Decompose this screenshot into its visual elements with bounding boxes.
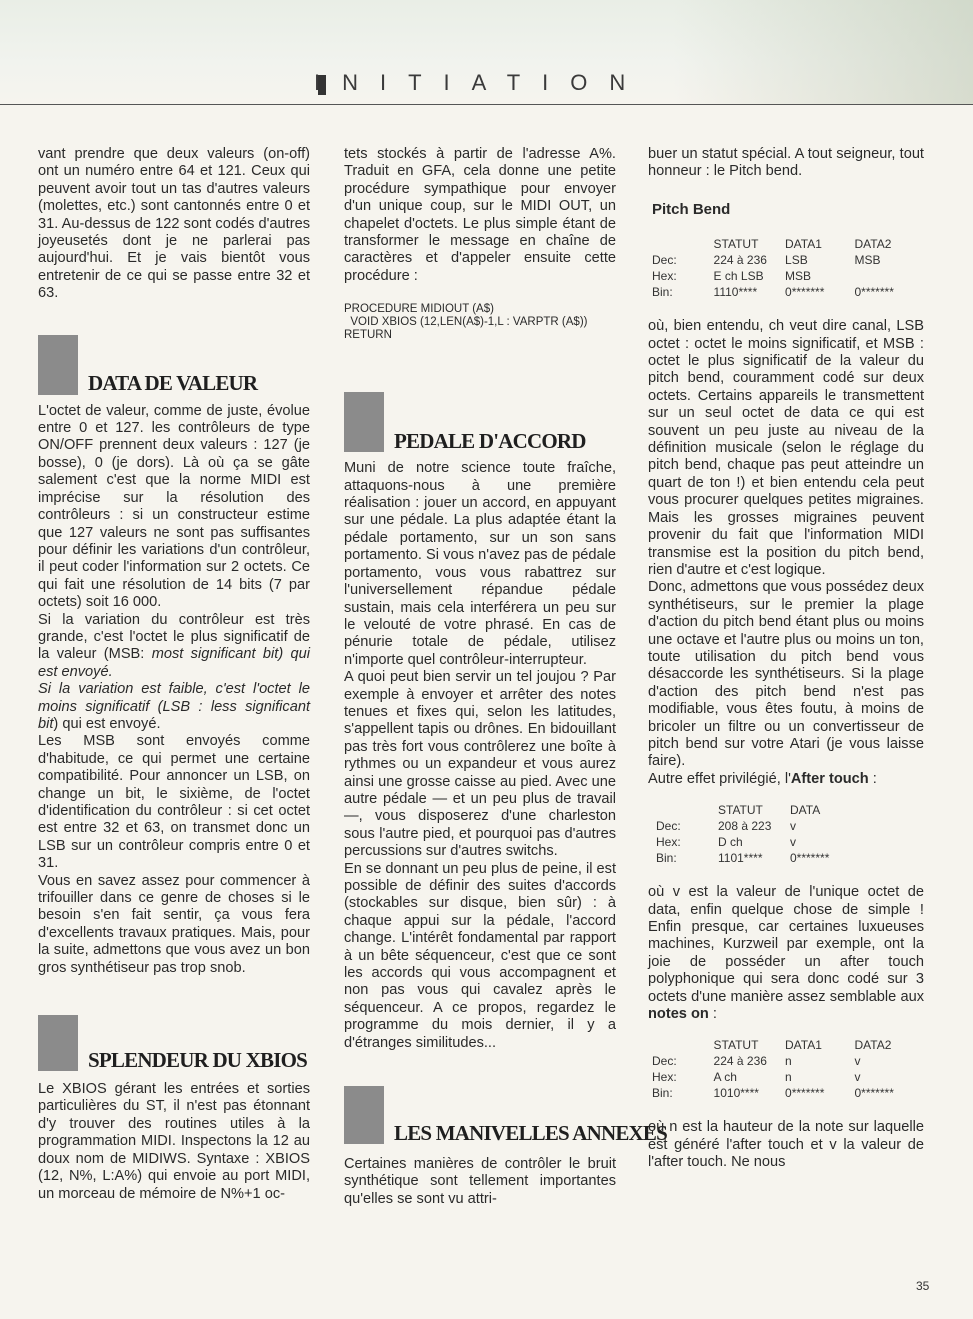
table-cell: STATUT (713, 237, 759, 252)
heading-title: SPLENDEUR DU XBIOS (88, 1047, 307, 1072)
table-row (656, 818, 924, 834)
table-cell: v (790, 835, 796, 850)
table-header-row (656, 802, 924, 818)
paragraph: où, bien entendu, ch veut dire canal, LSB octet : octet le moins significatif, et MSB : octet le plus significatif de la valeur du pitch bend, couramment codé sur deux octets. Certains appareils le transmettent sur un seul octet de data ce qui est souvent un peu juste au niveau de la définition musicale (selon le réglage du pitch bend, chaque pas peut atteindre un quart de ton !) et bien entendu cela peut vous procurer quelques petites migraines. Mais les grosses migraines peuvent provenir du fait que l'information MIDI transmise est la position du pitch bend, rien d'autre et c'est logique. (648, 318, 924, 578)
table-cell (652, 1037, 714, 1053)
table-cell: v (854, 1070, 861, 1085)
paragraph: En se donnant un peu plus de peine, il est possible de définir des suites d'accords (stockables sur disque, bien sûr) : à chaque appui sur la pédale, l'accord change. L'intérêt fondamental par rapport à un bête séquenceur, c'est que ce sont les accords qui vous accompagnent et non pas vous qui cavalez après le séquenceur. A ce propos, regardez le programme du mois dernier, il y a d'étranges similitudes... (344, 860, 616, 1051)
header-rule (0, 104, 973, 105)
table-cell: 208 à 223 (718, 819, 772, 834)
table-cell: MSB (785, 269, 812, 284)
section-heading (38, 325, 310, 395)
paragraph (648, 884, 924, 1023)
table-cell: 0******* (785, 1086, 825, 1101)
paragraph (38, 612, 310, 682)
table-row (652, 284, 924, 300)
table-row (652, 268, 924, 284)
status-table (656, 802, 924, 866)
table-row (656, 850, 924, 866)
heading-title: DATA DE VALEUR (88, 371, 258, 396)
heading-block (344, 392, 384, 452)
table-cell (855, 268, 924, 284)
table-cell: Hex: (652, 269, 677, 284)
heading-block (344, 1086, 384, 1144)
table-cell: 224 à 236 (713, 1054, 767, 1069)
text-span: : (868, 770, 877, 787)
table-cell: 1010**** (713, 1086, 759, 1101)
heading-title: LES MANIVELLES ANNEXES (394, 1120, 667, 1145)
table-cell: 0******* (785, 285, 825, 300)
table-cell: 0******* (790, 851, 830, 866)
subheading: Pitch Bend (652, 200, 731, 218)
table-cell: n (785, 1070, 792, 1085)
section-heading (38, 1001, 310, 1071)
column-3 (648, 146, 924, 1172)
column-1 (38, 146, 310, 1203)
heading-block (38, 335, 78, 395)
table-header-row (652, 236, 924, 252)
paragraph: Vous en savez assez pour commencer à trifouiller dans ce genre de choses si le besoin s'en fait sentir, ça vous fera d'excellents travaux pratiques. Mais, pour la suite, admettons que vous avez un bon gros synthétiseur pas trop snob. (38, 872, 310, 976)
table-cell: 224 à 236 (713, 253, 767, 268)
text-bold: notes on (648, 1006, 709, 1023)
table-cell: E ch LSB (713, 269, 764, 284)
table-cell: 0******* (854, 285, 894, 300)
table-cell: 1110**** (713, 285, 758, 300)
paragraph: où n est la hauteur de la note sur laquelle est généré l'after touch et v la valeur de l'after touch. Ne nous (648, 1119, 924, 1171)
table-row (652, 252, 924, 268)
text-span: Si la variation du contrôleur est très grande, c'est l'octet le plus significatif de la valeur (MSB: (38, 611, 310, 663)
table-row (656, 834, 924, 850)
status-table (652, 236, 924, 300)
text-bold: After touch (790, 770, 869, 787)
paragraph: Les MSB sont envoyés comme d'habitude, ce qui permet une certaine compatibilité. Pour annoncer un LSB, on change un bit, le sixième, de l'octet d'identification du contrôleur : si cet octet est entre 32 et 63, on transmet donc un LSB sur un contrôleur compris entre 0 et 31. (38, 733, 310, 872)
text-italic: most significant bit) qui est envoyé. (38, 646, 310, 680)
table-cell: Dec: (656, 819, 681, 834)
table-row (652, 1053, 924, 1069)
paragraph: A quoi peut bien servir un tel joujou ? Par exemple à envoyer et arrêter des notes tenues et fixes qui, selon les latitudes, s'appellent tapis ou drônes. En bidouillant pas très fort vous contrôlerez une boîte à rythmes ou un expandeur et vous aurez ainsi une grosse caisse au pied. Avec une autre pédale — et un peu plus de travail —, vous disposerez d'une charleston sous l'autre pied, et pourquoi pas d'autres percussions sur d'autres switchs. (344, 669, 616, 860)
text-span: Autre effet privilégié, l' (648, 770, 791, 787)
table-cell: DATA1 (785, 237, 822, 252)
table-row (652, 1085, 924, 1101)
table-cell: Dec: (652, 1054, 677, 1069)
table-cell: Bin: (652, 1086, 673, 1101)
table-cell: n (785, 1054, 792, 1069)
table-cell: STATUT (713, 1038, 759, 1053)
table-cell: DATA1 (785, 1038, 822, 1053)
table-cell (656, 802, 718, 818)
table-row (652, 1069, 924, 1085)
table-cell: v (790, 819, 796, 834)
paragraph: L'octet de valeur, comme de juste, évolue entre 0 et 127. les contrôleurs de type ON/OFF prennent deux valeurs : 127 (je bosse), 0 (je dors). Là où ça se gâte salement c'est que la norme MIDI est imprécise sur la résolution des contrôleurs : si un constructeur estime que 127 valeurs ne sont pas suffisantes pour définir les variations d'un contrôleur, il peut coder l'information sur 2 octets. Ce qui fait une résolution de 14 bits (7 par octets) soit 16 000. (38, 402, 310, 611)
table-cell (652, 236, 714, 252)
table-cell: Dec: (652, 253, 677, 268)
table-cell: Bin: (656, 851, 677, 866)
table-cell: MSB (854, 253, 881, 268)
table-cell: DATA2 (854, 1038, 892, 1053)
table-cell: Hex: (652, 1070, 677, 1085)
paragraph: Certaines manières de contrôler le bruit synthétique sont tellement importantes qu'elles se sont vu attri- (344, 1156, 616, 1207)
paragraph: buer un statut spécial. A tout seigneur, tout honneur : le Pitch bend. (648, 146, 924, 180)
header-shade (673, 0, 973, 104)
table-cell: STATUT (718, 803, 763, 818)
table-cell: DATA (790, 803, 821, 818)
heading-block (38, 1015, 78, 1071)
text-span: où v est la valeur de l'unique octet de data, enfin quelque chose de simple ! Enfin presque, car certaines luxueuses machines, Kurzweil par exemple, ont la joie de posséder un after touch polyphonique qui sera donc codé sur 3 octets d'une manière assez semblable aux (648, 884, 924, 1005)
paragraph: Donc, admettons que vous possédez deux synthétiseurs, sur le premier la plage d'action du pitch bend étant plus ou moins une octave et l'autre plus ou moins un ton, toute utilisation du pitch bend vous désaccorde les synthétiseurs. Si la plage d'action des pitch bend n'est pas modifiable, vous êtes foutu, à moins de bricoler un filtre ou un convertisseur de pitch bend sur votre Atari (je vous laisse faire). (648, 579, 924, 770)
section-title: INITIATION (314, 70, 648, 95)
table-header-row (652, 1037, 924, 1053)
paragraph (38, 681, 310, 733)
paragraph: Le XBIOS gérant les entrées et sorties particulières du ST, il n'est pas étonnant d'y trouver des routines utiles à la programmation MIDI. Inspectons la 12 au doux nom de MIDIWS. Syntaxe : XBIOS (12, N%, L:A%) qui envoie au port MIDI, un morceau de mémoire de N%+1 oc- (38, 1081, 310, 1202)
table-cell: LSB (785, 253, 808, 268)
paragraph: tets stockés à partir de l'adresse A%. Traduit en GFA, cela donne une petite procédure sympathique pour envoyer d'un unique coup, sur le MIDI OUT, un chapelet d'octets. Le plus simple étant de transformer le message en chaîne de caractères et d'appeler ensuite cette procédure : (344, 146, 616, 284)
table-cell: 0******* (854, 1086, 894, 1101)
text-italic: Si la variation est faible, c'est l'octet le moins significatif (LSB : less significant bit (38, 681, 310, 732)
code-block: PROCEDURE MIDIOUT (A$) VOID XBIOS (12,LEN(A$)-1,L : VARPTR (A$)) RETURN (344, 303, 588, 342)
page-number: 35 (916, 1279, 930, 1293)
section-heading (344, 372, 616, 452)
text-span: ) qui est envoyé. (53, 715, 161, 732)
paragraph: Muni de notre science toute fraîche, attaquons-nous à une première réalisation : jouer un accord, en appuyant sur une pédale. La plus adaptée étant la pédale portamento, sur un son sans portamento. Si vous n'avez pas de pédale portamento, vous vous rabattrez sur l'universellement répandue pédale sustain, mais cela interférera un peu sur le velouté de votre phrasé. En cas de pénurie totale de pédale, utilisez n'importe quel contrôleur-interrupteur. (344, 460, 616, 668)
status-table (652, 1037, 924, 1101)
table-cell: D ch (718, 835, 743, 850)
text-span: : (708, 1006, 717, 1023)
table-cell: Bin: (652, 285, 673, 300)
table-cell: A ch (713, 1070, 737, 1085)
paragraph (648, 771, 924, 788)
table-cell: DATA2 (854, 237, 892, 252)
table-cell: Hex: (656, 835, 681, 850)
table-cell: v (854, 1054, 861, 1069)
table-cell: 1101**** (718, 851, 763, 866)
heading-title: PEDALE D'ACCORD (394, 428, 586, 453)
paragraph: vant prendre que deux valeurs (on-off) ont un numéro entre 64 et 121. Ceux qui peuvent avoir tout un tas d'autres valeurs (molettes, etc.) sont cantonnés entre 0 et 31. Au-dessus de 122 sont codés d'autres joyeusetés dont je ne parlerai pas aujourd'hui. Et je vais bientôt vous entretenir de ce qui se passe entre 32 et 63. (38, 146, 310, 302)
